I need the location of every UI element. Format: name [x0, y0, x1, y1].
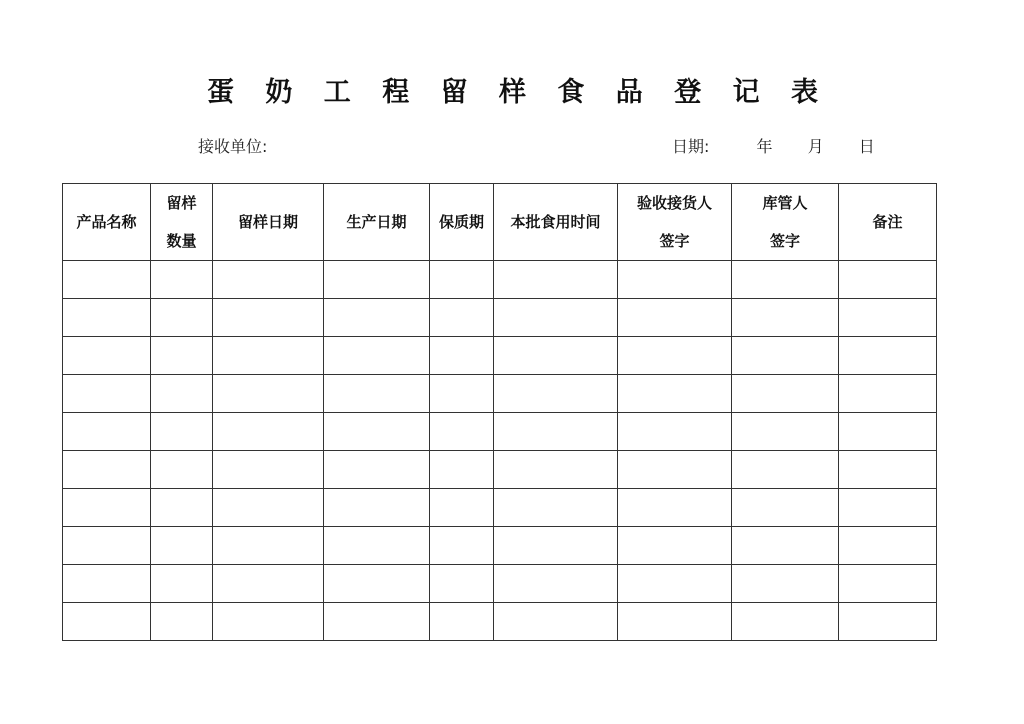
cell-product-name[interactable]	[63, 337, 151, 375]
cell-consumption-time[interactable]	[494, 489, 618, 527]
cell-sample-date[interactable]	[213, 489, 324, 527]
cell-sample-quantity[interactable]	[151, 489, 213, 527]
column-header-line2: 数量	[166, 232, 197, 250]
cell-receiver-signature[interactable]	[618, 375, 732, 413]
column-header-shelf-life	[430, 184, 494, 261]
cell-storekeeper-signature[interactable]	[732, 375, 839, 413]
cell-product-name[interactable]	[63, 451, 151, 489]
cell-production-date[interactable]	[324, 451, 430, 489]
table-row	[63, 565, 937, 603]
cell-receiver-signature[interactable]	[618, 261, 732, 299]
cell-remarks[interactable]	[839, 261, 937, 299]
cell-production-date[interactable]	[324, 489, 430, 527]
cell-storekeeper-signature[interactable]	[732, 527, 839, 565]
column-header-line1: 产品名称	[76, 213, 137, 231]
cell-remarks[interactable]	[839, 489, 937, 527]
cell-receiver-signature[interactable]	[618, 337, 732, 375]
cell-sample-quantity[interactable]	[151, 337, 213, 375]
cell-production-date[interactable]	[324, 565, 430, 603]
cell-sample-quantity[interactable]	[151, 375, 213, 413]
column-header-sample-quantity	[151, 184, 213, 261]
cell-receiver-signature[interactable]	[618, 299, 732, 337]
day-label: 日	[858, 137, 875, 156]
cell-consumption-time[interactable]	[494, 299, 618, 337]
cell-consumption-time[interactable]	[494, 261, 618, 299]
table-row	[63, 261, 937, 299]
cell-sample-date[interactable]	[213, 413, 324, 451]
cell-production-date[interactable]	[324, 375, 430, 413]
cell-shelf-life[interactable]	[430, 299, 494, 337]
cell-consumption-time[interactable]	[494, 413, 618, 451]
cell-shelf-life[interactable]	[430, 413, 494, 451]
cell-product-name[interactable]	[63, 375, 151, 413]
date-line	[672, 134, 875, 157]
cell-shelf-life[interactable]	[430, 527, 494, 565]
cell-shelf-life[interactable]	[430, 451, 494, 489]
cell-remarks[interactable]	[839, 337, 937, 375]
cell-shelf-life[interactable]	[430, 489, 494, 527]
cell-receiver-signature[interactable]	[618, 451, 732, 489]
column-header-receiver-signature	[618, 184, 732, 261]
table-row	[63, 527, 937, 565]
column-header-line1: 库管人	[762, 194, 808, 212]
cell-sample-quantity[interactable]	[151, 261, 213, 299]
column-header-line2: 签字	[659, 232, 690, 250]
column-header-line1: 保质期	[438, 213, 484, 231]
cell-storekeeper-signature[interactable]	[732, 337, 839, 375]
receiving-unit-label: 接收单位:	[198, 137, 268, 156]
column-header-line1: 验收接货人	[636, 194, 712, 212]
cell-storekeeper-signature[interactable]	[732, 489, 839, 527]
table-row	[63, 375, 937, 413]
cell-receiver-signature[interactable]	[618, 565, 732, 603]
column-header-line1: 留样	[166, 194, 197, 212]
table-row	[63, 451, 937, 489]
table-row	[63, 489, 937, 527]
cell-production-date[interactable]	[324, 527, 430, 565]
column-header-product-name	[63, 184, 151, 261]
column-header-storekeeper-signature	[732, 184, 839, 261]
cell-production-date[interactable]	[324, 299, 430, 337]
cell-product-name[interactable]	[63, 299, 151, 337]
column-header-line1: 本批食用时间	[510, 213, 601, 231]
table-row	[63, 603, 937, 641]
sample-log-table	[62, 183, 937, 641]
header-row	[63, 184, 937, 261]
cell-product-name[interactable]	[63, 527, 151, 565]
cell-consumption-time[interactable]	[494, 527, 618, 565]
cell-remarks[interactable]	[839, 603, 937, 641]
cell-remarks[interactable]	[839, 413, 937, 451]
cell-sample-date[interactable]	[213, 375, 324, 413]
column-header-line1: 生产日期	[346, 213, 407, 231]
column-header-consumption-time	[494, 184, 618, 261]
column-header-line1: 备注	[872, 213, 903, 231]
month-label: 月	[807, 137, 824, 156]
cell-sample-date[interactable]	[213, 451, 324, 489]
table-row	[63, 337, 937, 375]
cell-shelf-life[interactable]	[430, 337, 494, 375]
table-row	[63, 413, 937, 451]
cell-storekeeper-signature[interactable]	[732, 299, 839, 337]
cell-storekeeper-signature[interactable]	[732, 261, 839, 299]
cell-product-name[interactable]	[63, 603, 151, 641]
cell-sample-quantity[interactable]	[151, 603, 213, 641]
cell-sample-quantity[interactable]	[151, 451, 213, 489]
cell-sample-date[interactable]	[213, 527, 324, 565]
cell-product-name[interactable]	[63, 565, 151, 603]
cell-consumption-time[interactable]	[494, 451, 618, 489]
cell-receiver-signature[interactable]	[618, 413, 732, 451]
cell-sample-date[interactable]	[213, 299, 324, 337]
cell-product-name[interactable]	[63, 413, 151, 451]
cell-receiver-signature[interactable]	[618, 603, 732, 641]
cell-sample-quantity[interactable]	[151, 413, 213, 451]
cell-sample-date[interactable]	[213, 565, 324, 603]
column-header-sample-date	[213, 184, 324, 261]
table-body	[63, 261, 937, 641]
cell-consumption-time[interactable]	[494, 337, 618, 375]
cell-consumption-time[interactable]	[494, 565, 618, 603]
cell-production-date[interactable]	[324, 603, 430, 641]
cell-shelf-life[interactable]	[430, 261, 494, 299]
cell-receiver-signature[interactable]	[618, 527, 732, 565]
cell-product-name[interactable]	[63, 489, 151, 527]
cell-remarks[interactable]	[839, 527, 937, 565]
cell-production-date[interactable]	[324, 261, 430, 299]
cell-product-name[interactable]	[63, 261, 151, 299]
column-header-production-date	[324, 184, 430, 261]
column-header-line1: 留样日期	[237, 213, 298, 231]
cell-shelf-life[interactable]	[430, 565, 494, 603]
cell-remarks[interactable]	[839, 375, 937, 413]
cell-sample-quantity[interactable]	[151, 565, 213, 603]
cell-remarks[interactable]	[839, 565, 937, 603]
cell-shelf-life[interactable]	[430, 603, 494, 641]
cell-production-date[interactable]	[324, 337, 430, 375]
cell-remarks[interactable]	[839, 299, 937, 337]
form-title: 蛋 奶 工 程 留 样 食 品 登 记 表	[207, 77, 829, 108]
column-header-remarks	[839, 184, 937, 261]
column-header-line2: 签字	[769, 232, 800, 250]
date-label: 日期:	[672, 137, 710, 156]
cell-sample-quantity[interactable]	[151, 527, 213, 565]
cell-shelf-life[interactable]	[430, 375, 494, 413]
cell-storekeeper-signature[interactable]	[732, 565, 839, 603]
cell-sample-date[interactable]	[213, 337, 324, 375]
cell-storekeeper-signature[interactable]	[732, 603, 839, 641]
cell-storekeeper-signature[interactable]	[732, 451, 839, 489]
cell-remarks[interactable]	[839, 451, 937, 489]
cell-receiver-signature[interactable]	[618, 489, 732, 527]
cell-consumption-time[interactable]	[494, 375, 618, 413]
year-label: 年	[756, 137, 773, 156]
table-row	[63, 299, 937, 337]
cell-sample-date[interactable]	[213, 261, 324, 299]
cell-sample-quantity[interactable]	[151, 299, 213, 337]
cell-sample-date[interactable]	[213, 603, 324, 641]
cell-production-date[interactable]	[324, 413, 430, 451]
cell-storekeeper-signature[interactable]	[732, 413, 839, 451]
cell-consumption-time[interactable]	[494, 603, 618, 641]
